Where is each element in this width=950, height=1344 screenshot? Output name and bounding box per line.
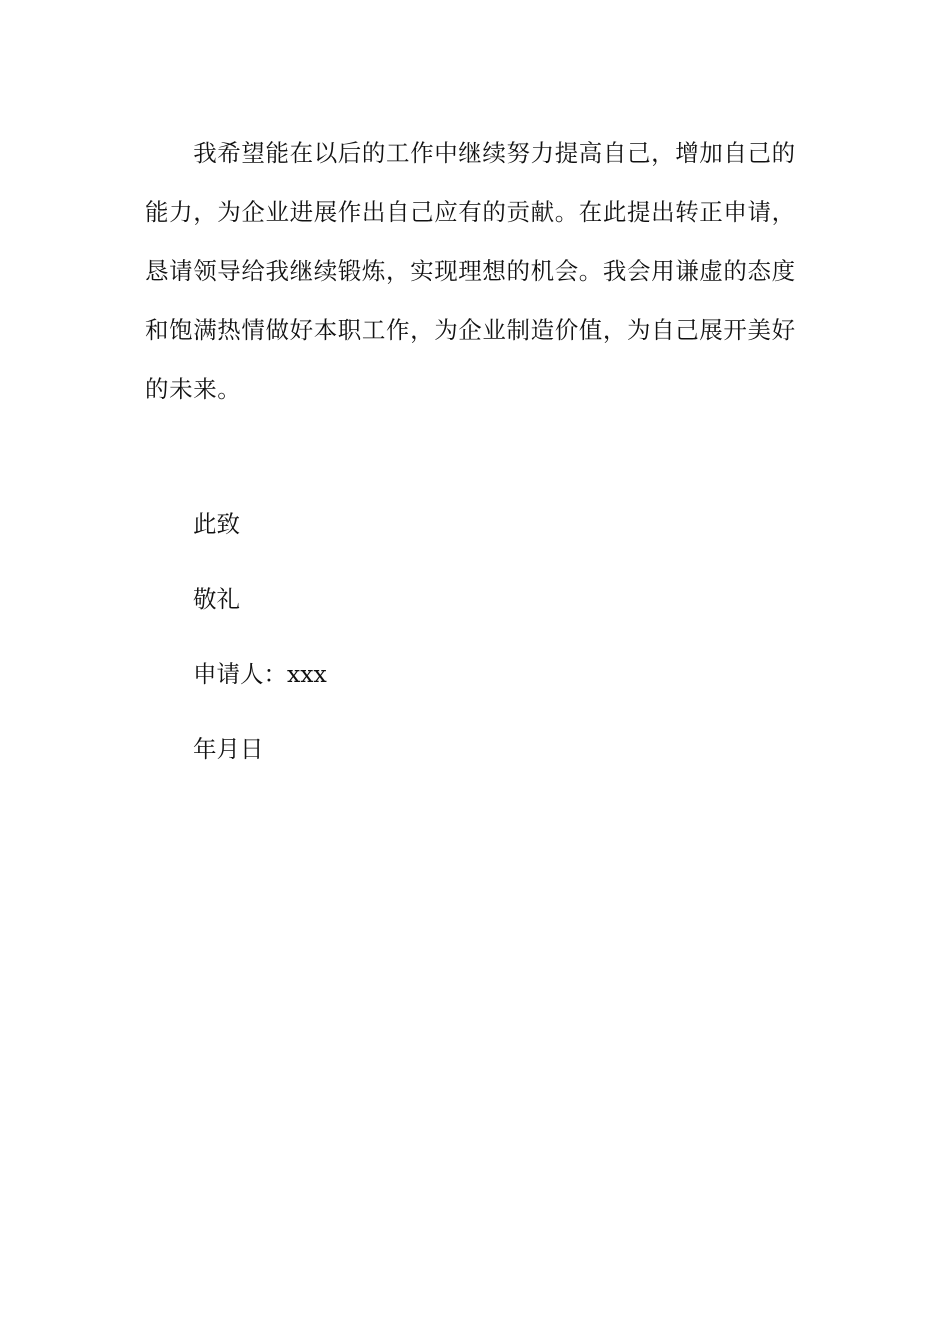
body-paragraph xyxy=(145,124,807,419)
applicant-signature: 申请人：xxx xyxy=(193,660,327,688)
salutation-close: 敬礼 xyxy=(193,585,240,613)
date-line: 年月日 xyxy=(193,735,264,763)
paragraph-line-1: 我希望能在以后的工作中继续努力提高自己，增加自己的 xyxy=(145,139,796,167)
paragraph-line-4: 和饱满热情做好本职工作，为企业制造价值，为自己展开美好 xyxy=(145,316,796,344)
paragraph-line-5: 的未来。 xyxy=(145,375,242,403)
salutation-open: 此致 xyxy=(193,510,240,538)
paragraph-line-2: 能力，为企业进展作出自己应有的贡献。在此提出转正申请， xyxy=(145,198,796,226)
paragraph-line-3: 恳请领导给我继续锻炼，实现理想的机会。我会用谦虚的态度 xyxy=(145,257,796,285)
